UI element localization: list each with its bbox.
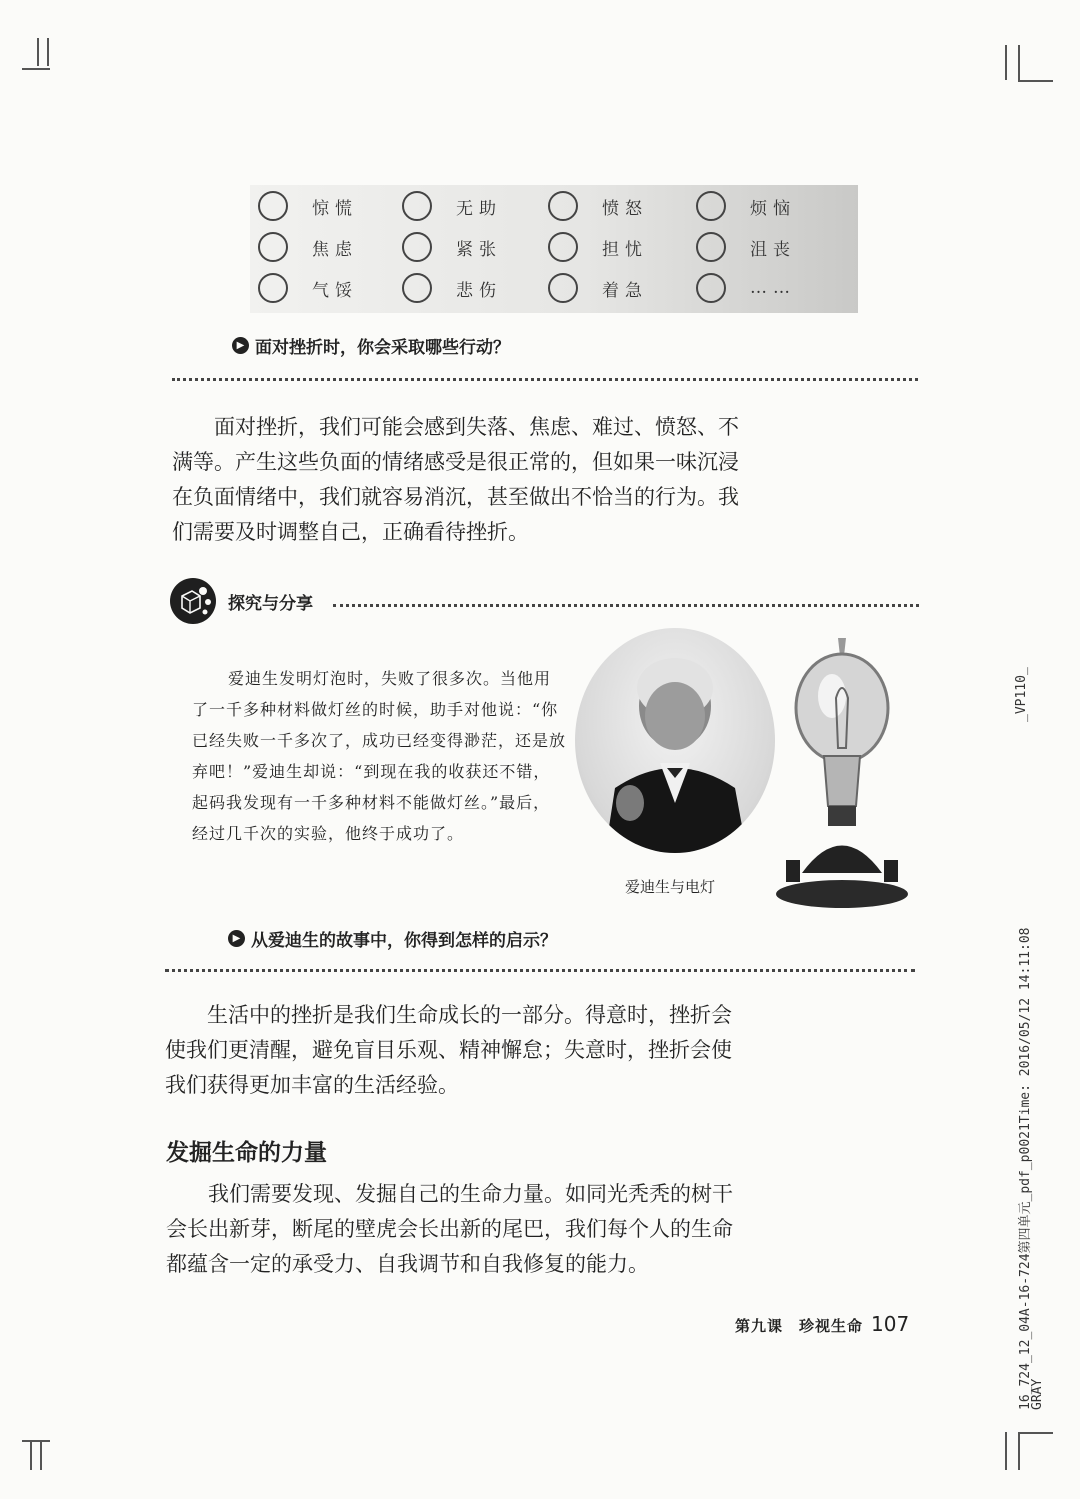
emotion-option[interactable] [258,232,358,262]
circle-checkbox[interactable] [548,191,578,221]
question-text: 面对挫折时，你会采取哪些行动？ [255,338,510,358]
crop-mark [30,1440,32,1470]
play-arrow-icon: ▶ [228,930,245,947]
emotion-label: 悲伤 [456,280,502,301]
circle-checkbox[interactable] [696,273,726,303]
circle-checkbox[interactable] [548,273,578,303]
section-header [170,578,313,624]
crop-mark [22,1440,50,1442]
circle-checkbox[interactable] [548,232,578,262]
emotion-label: 无助 [456,198,502,219]
emotion-label: 担忧 [602,239,648,260]
emotion-checklist [250,185,858,313]
emotion-option[interactable] [696,191,796,221]
body-paragraph: 面对挫折，我们可能会感到失落、焦虑、难过、愤怒、不满等。产生这些负面的情绪感受是很正常的，但如果一味沉浸在负面情绪中，我们就容易消沉，甚至做出不恰当的行为。我们需要及时调整自己，正确看待挫折。 [172,415,739,544]
emotion-option[interactable] [258,273,358,303]
body-paragraph: 生活中的挫折是我们生命成长的一部分。得意时，挫折会使我们更清醒，避免盲目乐观、精神懈怠；失意时，挫折会使我们获得更加丰富的生活经验。 [165,1003,732,1097]
emotion-option[interactable] [548,232,648,262]
section-rule [333,604,919,607]
print-metadata: 16_724_12_04A-16-724第四单元_pdf_p0021Time: 2016/05/12 14:11:08 [1018,927,1033,1410]
crop-mark [1018,80,1053,82]
question-text: 从爱迪生的故事中，你得到怎样的启示？ [251,931,557,951]
crop-mark [37,38,39,66]
crop-mark [1005,45,1007,80]
answer-line [165,969,915,972]
answer-line [172,378,918,381]
emotion-option[interactable] [548,191,648,221]
emotion-option[interactable] [258,191,358,221]
emotion-option[interactable] [548,273,648,303]
story-text: 爱迪生发明灯泡时，失败了很多次。当他用了一千多种材料做灯丝的时候，助手对他说：“你已经失败一千多次了，成功已经变得渺茫，还是放弃吧！”爱迪生却说：“到现在我的收获还不错，起码我发现有一千多种材料不能做灯丝。”最后，经过几千次的实验，他终于成功了。 [192,669,567,843]
crop-mark [1005,1432,1007,1470]
circle-checkbox[interactable] [258,232,288,262]
circle-checkbox[interactable] [258,191,288,221]
print-code: _VP110_ [1014,667,1029,722]
crop-mark [1018,1432,1020,1470]
light-bulb-image [772,638,912,913]
emotion-label: 烦恼 [750,198,796,219]
circle-checkbox[interactable] [696,191,726,221]
edison-portrait [575,628,775,853]
crop-mark [1018,45,1020,80]
crop-mark [22,68,50,70]
emotion-option[interactable] [402,191,502,221]
print-color-label: GRAY [1030,1378,1045,1410]
section-heading: 发掘生命的力量 [166,1140,327,1166]
image-caption: 爱迪生与电灯 [625,878,716,896]
emotion-label: …… [750,278,796,298]
page-footer [735,1312,909,1336]
emotion-label: 沮丧 [750,239,796,260]
emotion-label: 惊慌 [312,198,358,219]
emotion-label: 着急 [602,280,648,301]
emotion-option[interactable] [402,232,502,262]
emotion-label: 愤怒 [602,198,648,219]
crop-mark [40,1440,42,1470]
body-paragraph: 我们需要发现、发掘自己的生命力量。如同光秃秃的树干会长出新芽，断尾的壁虎会长出新的尾巴，我们每个人的生命都蕴含一定的承受力、自我调节和自我修复的能力。 [166,1182,733,1276]
crop-mark [1018,1432,1053,1434]
emotion-label: 气馁 [312,280,358,301]
emotion-label: 紧张 [456,239,502,260]
page-number: 107 [871,1312,910,1336]
explore-icon [170,578,216,624]
emotion-label: 焦虑 [312,239,358,260]
section-title: 探究与分享 [228,593,313,614]
circle-checkbox[interactable] [696,232,726,262]
circle-checkbox[interactable] [402,273,432,303]
question-prompt [228,926,557,951]
circle-checkbox[interactable] [258,273,288,303]
emotion-option[interactable] [696,273,796,303]
crop-mark [47,38,49,66]
emotion-option[interactable] [696,232,796,262]
play-arrow-icon: ▶ [232,337,249,354]
question-prompt [232,333,510,358]
circle-checkbox[interactable] [402,191,432,221]
circle-checkbox[interactable] [402,232,432,262]
lesson-title: 第九课 珍视生命 [735,1317,864,1335]
emotion-option[interactable] [402,273,502,303]
